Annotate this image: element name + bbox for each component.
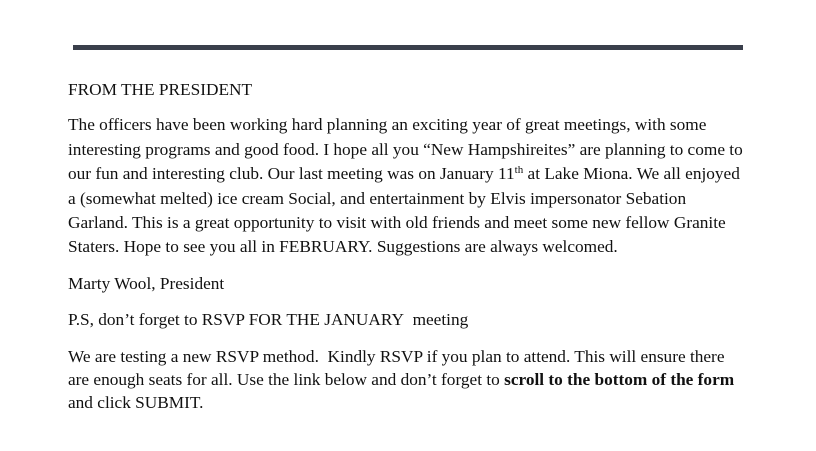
rsvp-emphasis: scroll to the bottom of the form [504,369,735,389]
rsvp-text-start: We are testing a new RSVP method. Kindly RSVP if you plan to attend. This will ensure there are enough seats for all. Use the link below and don’t forget to [68,346,725,389]
section-heading: FROM THE PRESIDENT [68,80,253,99]
postscript: P.S, don’t forget to RSVP FOR THE JANUARY meeting [68,310,469,330]
intro-text-end: at Lake Miona. We all enjoyed a (somewhat melted) ice cream Social, and entertainment by Elvis impersonator Sebation Garland. This is a great opportunity to visit with old friends and meet some new fellow Granite Staters. Hope to see you all in FEBRUARY. Suggestions are always welcomed. [68,164,740,257]
intro-text-start: The officers have been working hard planning an exciting year of great meetings, with some interesting programs and good food. I hope all you “New Hampshireites” are planning to come to our fun and interesting club. Our last meeting was on January 11 [68,115,743,184]
intro-paragraph [68,113,748,259]
president-letter [68,78,748,414]
ordinal-suffix: th [514,164,524,177]
rsvp-paragraph [68,345,748,414]
signature: Marty Wool, President [68,273,225,293]
rsvp-text-end: and click SUBMIT. [68,392,204,412]
header-divider [73,45,743,50]
